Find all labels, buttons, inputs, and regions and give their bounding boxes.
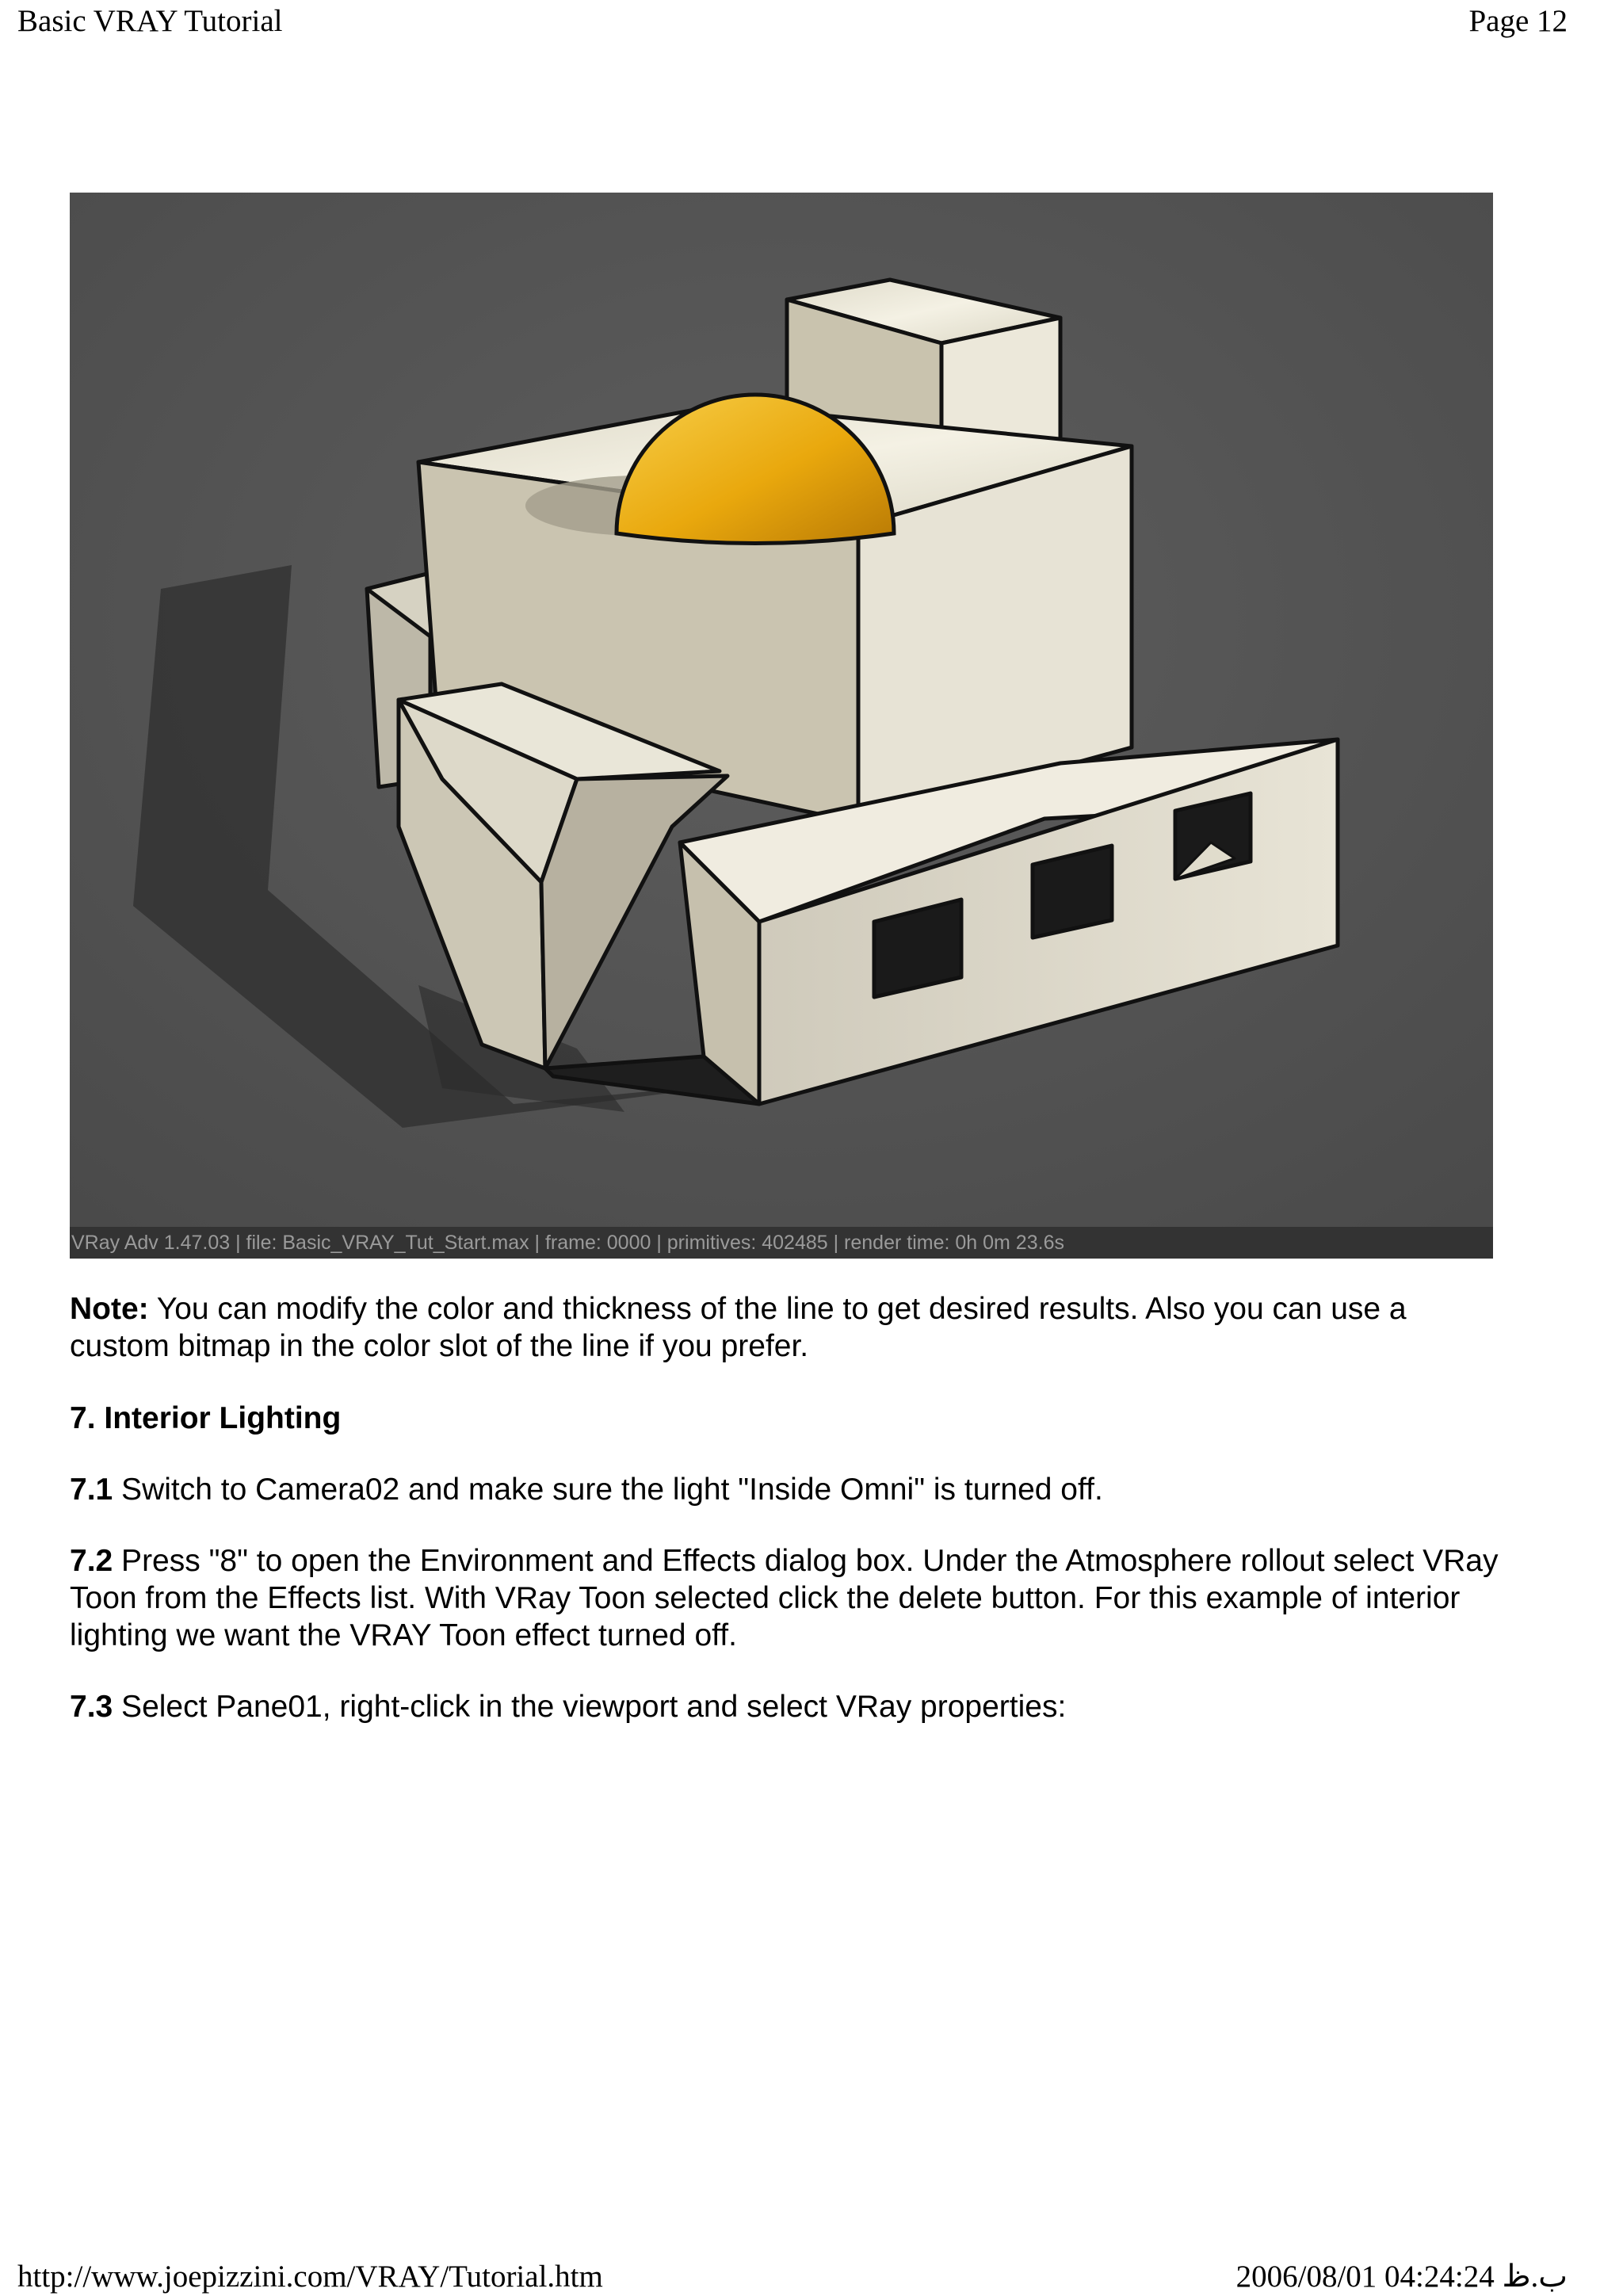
footer-datetime: 2006/08/01 04:24:24 ب.ظ (1235, 2260, 1568, 2294)
note-label: Note: (70, 1292, 149, 1326)
building-render-illustration (70, 193, 1493, 1259)
footer-url: http://www.joepizzini.com/VRAY/Tutorial.htm (17, 2260, 603, 2294)
step-text: Select Pane01, right-click in the viewport and select VRay properties: (113, 1690, 1067, 1724)
note-paragraph (70, 1290, 1512, 1365)
page-header-title: Basic VRAY Tutorial (17, 4, 283, 38)
section-heading: 7. Interior Lighting (70, 1401, 342, 1435)
step-7-1 (70, 1471, 1512, 1508)
step-number: 7.2 (70, 1544, 113, 1578)
step-text: Press "8" to open the Environment and Effects dialog box. Under the Atmosphere rollout select VRay Toon from the Effects list. With VRay Toon selected click the delete button. For this example of interior lighting we want the VRAY Toon effect turned off. (70, 1544, 1499, 1652)
render-stats-bar: VRay Adv 1.47.03 | file: Basic_VRAY_Tut_Start.max | frame: 0000 | primitives: 402485 | render time: 0h 0m 23.6s (70, 1227, 1493, 1259)
step-text: Switch to Camera02 and make sure the light "Inside Omni" is turned off. (113, 1473, 1103, 1507)
step-7-2 (70, 1542, 1512, 1654)
note-text: You can modify the color and thickness of the line to get desired results. Also you can use a custom bitmap in the color slot of the line if you prefer. (70, 1292, 1407, 1363)
step-7-3 (70, 1688, 1512, 1725)
render-image (70, 193, 1493, 1259)
page-number: Page 12 (1468, 4, 1568, 38)
step-number: 7.3 (70, 1690, 113, 1724)
step-number: 7.1 (70, 1473, 113, 1507)
